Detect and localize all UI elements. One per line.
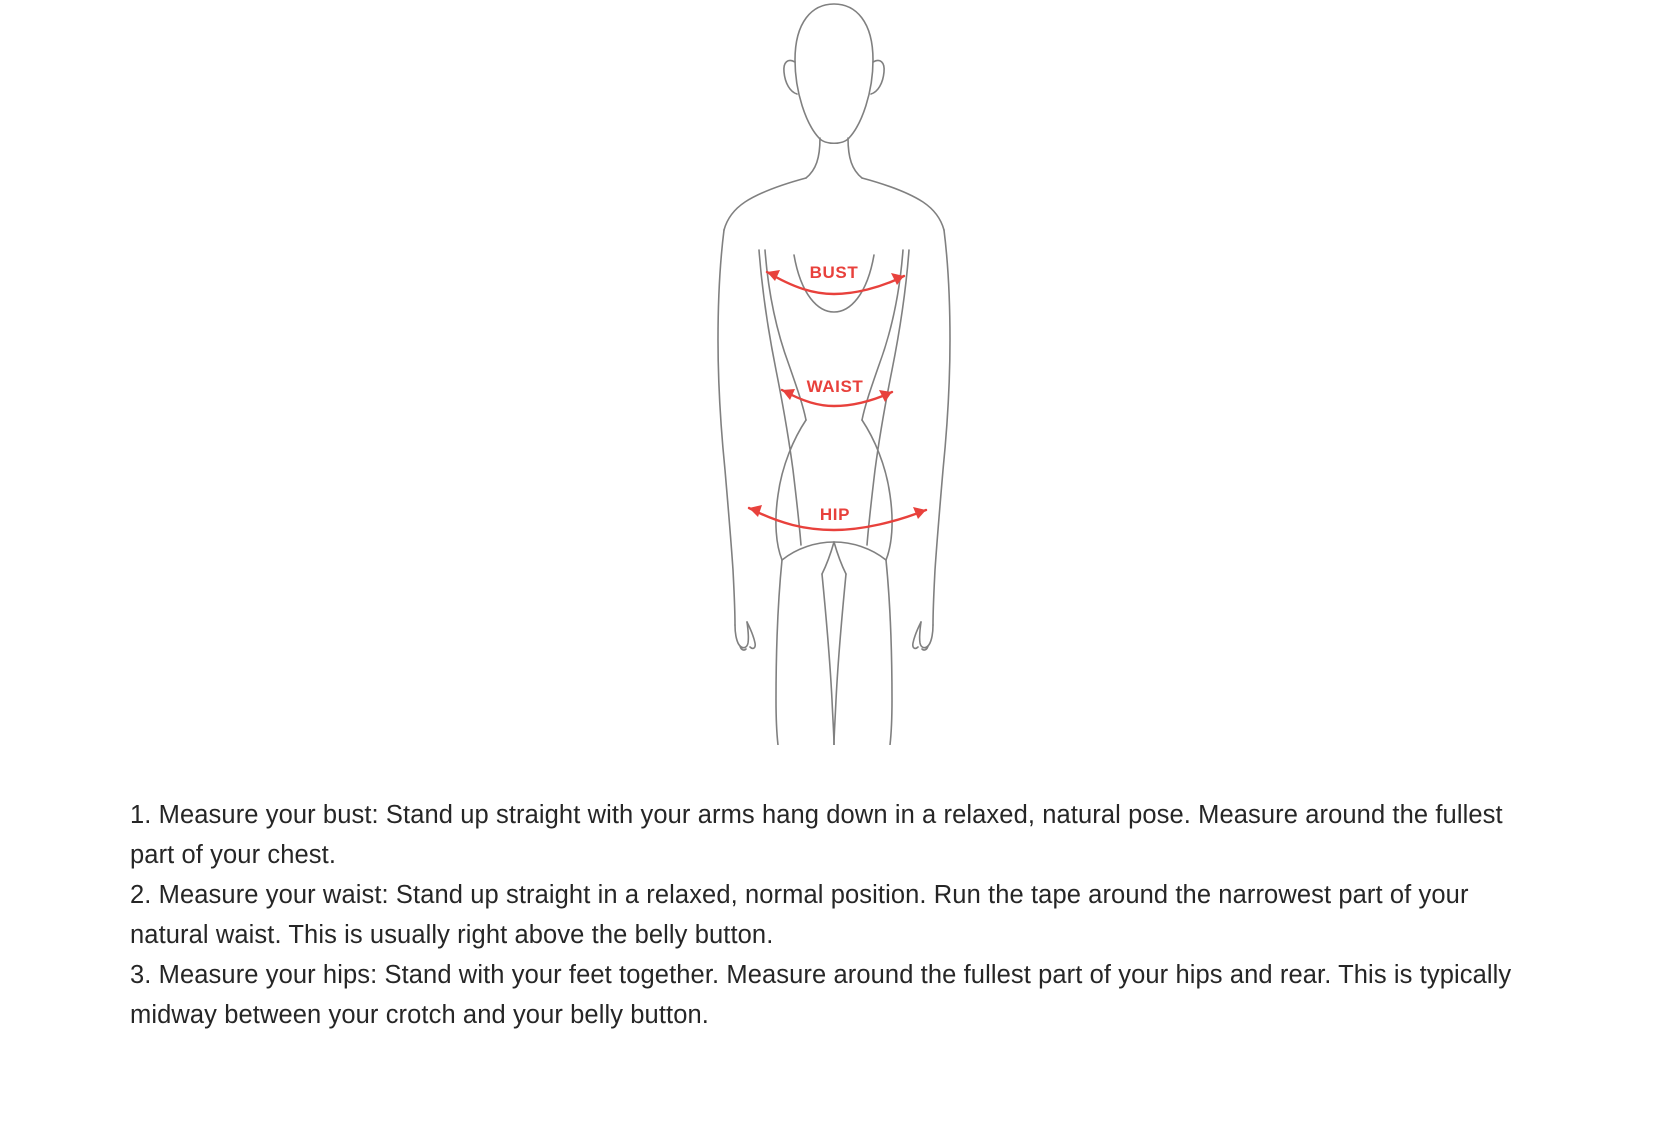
- body-diagram-svg: [554, 0, 1114, 745]
- waist-label: WAIST: [806, 377, 864, 396]
- measurement-instructions: [130, 795, 1530, 1035]
- measure-lines: [749, 272, 926, 530]
- instruction-item-hips: 3. Measure your hips: Stand with your feet together. Measure around the fullest part of your hips and rear. This is typically midway between your crotch and your belly button.: [130, 961, 1512, 1029]
- instruction-item-waist: 2. Measure your waist: Stand up straight in a relaxed, normal position. Run the tape around the narrowest part of your natural waist. This is usually right above the belly button.: [130, 881, 1469, 949]
- instruction-item-bust: 1. Measure your bust: Stand up straight with your arms hang down in a relaxed, natural pose. Measure around the fullest part of your chest.: [130, 801, 1503, 869]
- hip-label: HIP: [819, 505, 851, 524]
- bust-label: BUST: [809, 263, 859, 282]
